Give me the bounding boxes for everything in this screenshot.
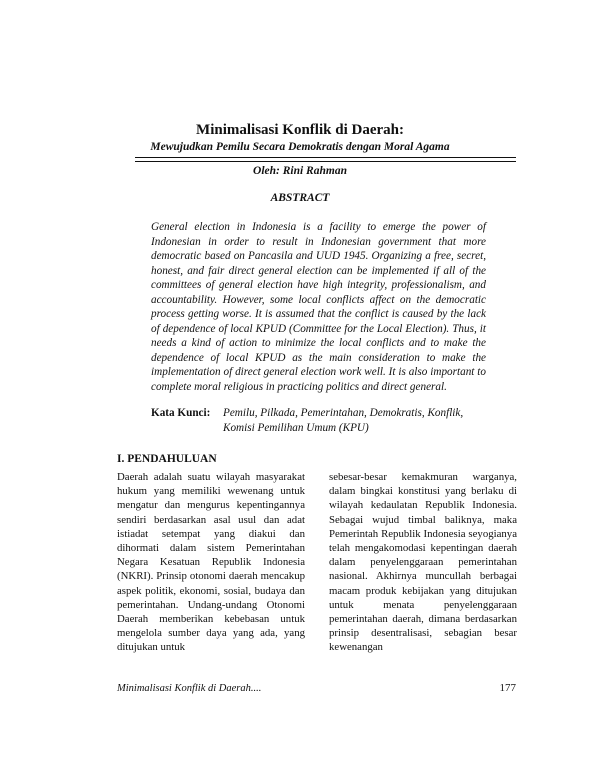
abstract-body: General election in Indonesia is a facility to emerge the power of Indonesian in order to result in Indonesian government that more democratic based on Pancasila and UUD 1945. Organizing a free, secret, honest, and fair direct general election can be implemented if all of the committees of general election have high integrity, professionalism, and accountability. However, some local conflicts affect on the democratic process getting worse. It is assumed that the conflict is caused by the lack of dependence of local KPUD (Committee for the Local Election). Thus, it needs a kind of action to minimize the local conflicts and to make the dependence of local KPUD as the main consideration to make the implementation of direct general election work well. It is also important to complete moral religious in practicing politics and direct general. <box>151 221 486 393</box>
keywords-block <box>151 406 496 435</box>
body-column-left: Daerah adalah suatu wilayah masyarakat hukum yang memiliki wewenang untuk mengatur dan mengurus kepentingannya sendiri berdasarkan asal usul dan adat istiadat setempat yang diakui dan dihormati dalam sistem Pemerintahan Negara Kesatuan Republik Indonesia (NKRI). Prinsip otonomi daerah mencakup aspek politik, ekonomi, sosial, budaya dan pemerintahan. Undang-undang Otonomi Daerah memberikan kebebasan untuk mengelola sumber daya yang ada, yang ditujukan untuk <box>117 471 305 654</box>
body-column-right: sebesar-besar kemakmuran warganya, dalam bingkai konstitusi yang berlaku di wilayah kedaulatan Republik Indonesia. Sebagai wujud timbal baliknya, maka Pemerintah Republik Indonesia seyogianya telah mengakomodasi kepentingan daerah dalam penyelenggaraan pemerintahan nasional. Akhirnya muncullah berbagai macam produk kebijakan yang ditujukan untuk menata penyelenggaraan pemerintahan daerah, dimana berdasarkan prinsip desentralisasi, sebagian besar kewenangan <box>329 471 517 654</box>
page-number: 177 <box>499 682 516 694</box>
keywords-text: Pemilu, Pilkada, Pemerintahan, Demokratis, Konflik, Komisi Pemilihan Umum (KPU) <box>223 407 464 434</box>
running-footer-title: Minimalisasi Konflik di Daerah.... <box>117 683 262 694</box>
author-line: Oleh: Rini Rahman <box>253 165 347 177</box>
keywords-label: Kata Kunci: <box>151 407 211 419</box>
double-rule-divider <box>135 157 516 162</box>
section-heading: I. PENDAHULUAN <box>117 453 217 465</box>
paper-title: Minimalisasi Konflik di Daerah: <box>196 122 404 138</box>
abstract-heading: ABSTRACT <box>270 192 330 204</box>
paper-subtitle: Mewujudkan Pemilu Secara Demokratis dengan Moral Agama <box>150 141 450 153</box>
